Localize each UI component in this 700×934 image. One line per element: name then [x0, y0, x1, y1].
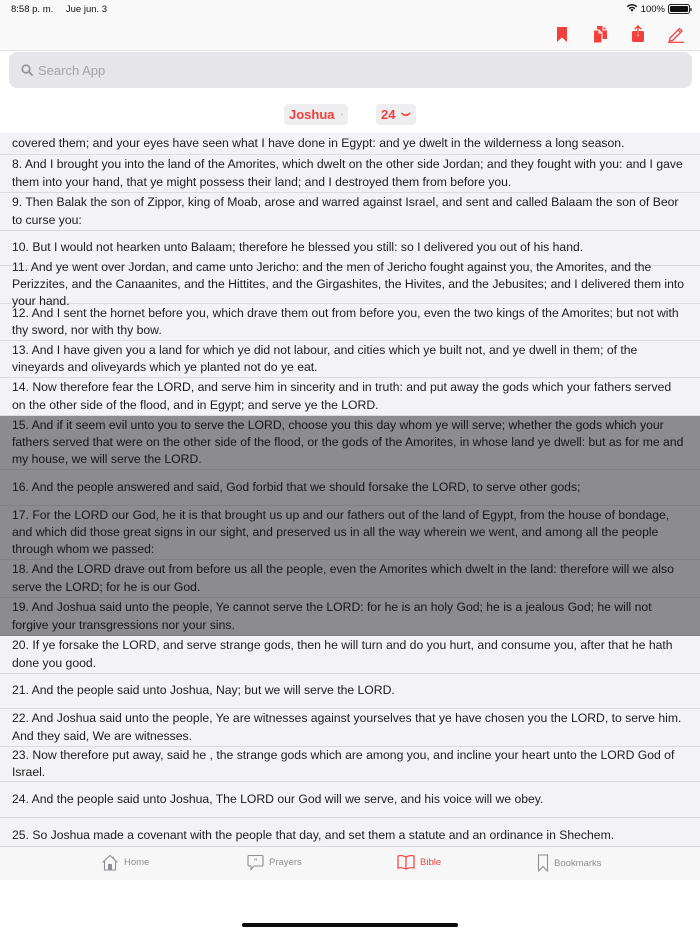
tab-bookmarks[interactable]: [537, 854, 602, 872]
status-time: 8:58 p. m.: [11, 4, 54, 15]
tab-bookmarks-label: Bookmarks: [554, 857, 602, 869]
verse-text: 20. If ye forsake the LORD, and serve strange gods, then he will turn and do you hurt, and consume you, after that he hath done you good.: [12, 638, 673, 670]
home-icon: [101, 854, 119, 871]
verse-row[interactable]: [0, 259, 700, 309]
verse-row-selected[interactable]: [0, 598, 700, 636]
status-right: [626, 3, 690, 15]
verse-text: 10. But I would not hearken unto Balaam; therefore he blessed you still: so I delivered you out of his hand.: [12, 240, 584, 255]
search-bar[interactable]: [9, 52, 692, 88]
verse-row[interactable]: [0, 709, 700, 747]
copy-button[interactable]: [590, 24, 610, 44]
verse-text: covered them; and your eyes have seen what I have done in Egypt: and ye dwelt in the wilderness a long season.: [12, 135, 625, 150]
search-area: [0, 51, 700, 95]
svg-text:”: ”: [253, 858, 258, 866]
verse-text: 19. And Joshua said unto the people, Ye cannot serve the LORD: for he is an holy God; he is a jealous God; he will not forgive your transgressions nor your sins.: [12, 600, 652, 632]
passage-selector: [0, 104, 700, 126]
verse-row[interactable]: [0, 155, 700, 193]
tab-bible-label: Bible: [420, 856, 442, 868]
verse-text: 25. So Joshua made a covenant with the people that day, and set them a statute and an ordinance in Shechem.: [12, 827, 615, 842]
chevron-down-icon: [401, 112, 411, 118]
chapter-picker[interactable]: [376, 104, 416, 125]
verse-row[interactable]: [0, 193, 700, 231]
tab-bar: [0, 846, 700, 880]
search-icon: [21, 64, 33, 76]
tab-home-label: Home: [124, 857, 150, 868]
verse-row[interactable]: [0, 378, 700, 416]
verse-text: 23. Now therefore put away, said he , the strange gods which are among you, and incline your heart unto the LORD God of Israel.: [12, 747, 675, 779]
verse-text: 11. And ye went over Jordan, and came unto Jericho: and the men of Jericho fought against you, the Amorites, and the Perizzites, and the Canaanites, and the Hittites, and the Girgashites, the Hivites, and the Jebusites; and I delivered them into your hand.: [12, 259, 685, 309]
bookmark-button[interactable]: [552, 24, 572, 44]
battery-percent: 100%: [640, 3, 665, 15]
verse-text: 12. And I sent the hornet before you, which drave them out from before you, even the two kings of the Amorites; but not with thy sword, nor with thy bow.: [12, 305, 679, 337]
tab-prayers[interactable]: [247, 854, 302, 871]
verse-text: 15. And if it seem evil unto you to serve the LORD, choose you this day whom ye will serve; whether the gods which your fathers served that were on the other side of the flood, or the gods of the Amorites, in whose land ye dwell: but as for me and my house, we will serve the LORD.: [12, 417, 684, 467]
verse-row[interactable]: [0, 341, 700, 378]
verse-text: 14. Now therefore fear the LORD, and serve him in sincerity and in truth: and put away the gods which your fathers served on the other side of the flood, and in Egypt; and serve ye the LORD.: [12, 380, 672, 412]
verse-row[interactable]: [0, 747, 700, 782]
search-input[interactable]: [38, 63, 638, 78]
status-left: [11, 4, 117, 15]
edit-icon: [667, 25, 685, 43]
verse-list[interactable]: [0, 133, 700, 846]
verse-row-selected[interactable]: [0, 506, 700, 560]
verse-text: 21. And the people said unto Joshua, Nay; but we will serve the LORD.: [12, 683, 395, 698]
verse-text: 17. For the LORD our God, he it is that brought us up and our fathers out of the land of Egypt, from the house of bondage, and which did those great signs in our sight, and preserved us in all the way wherein we went, and among all the people through whom we passed:: [12, 507, 670, 557]
verse-text: 9. Then Balak the son of Zippor, king of Moab, arose and warred against Israel, and sent and called Balaam the son of Beor to curse you:: [12, 195, 679, 227]
verse-text: 16. And the people answered and said, God forbid that we should forsake the LORD, to serve other gods;: [12, 479, 581, 494]
verse-row-selected[interactable]: [0, 416, 700, 470]
tab-prayers-label: Prayers: [269, 857, 302, 868]
verse-text: 18. And the LORD drave out from before us all the people, even the Amorites which dwelt in the land: therefore will we also serve the LORD; for he is our God.: [12, 562, 674, 594]
verse-text: 13. And I have given you a land for which ye did not labour, and cities which ye built not, and ye dwell in them; of the vineyards and oliveyards which ye planted not do ye eat.: [12, 342, 638, 374]
verse-row[interactable]: [0, 818, 700, 846]
bookmark-icon: [556, 26, 568, 43]
share-button[interactable]: [628, 24, 648, 44]
chapter-picker-label: 24: [381, 107, 396, 122]
copy-icon: [592, 25, 609, 44]
top-toolbar: [0, 18, 700, 51]
book-open-icon: [397, 854, 415, 870]
quote-bubble-icon: [247, 854, 264, 871]
bookmark-outline-icon: [537, 854, 549, 872]
tab-home[interactable]: [101, 854, 149, 871]
verse-text: 8. And I brought you into the land of the Amorites, which dwelt on the other side Jordan; and they fought with you: and I gave them into your hand, that ye might possess their land; and I destroyed them from before you.: [12, 157, 683, 189]
share-icon: [631, 25, 645, 43]
toolbar-actions: [552, 24, 686, 44]
verse-row[interactable]: [0, 636, 700, 674]
status-bar: [0, 0, 700, 18]
verse-row[interactable]: [0, 782, 700, 818]
verse-row[interactable]: [0, 674, 700, 709]
chevron-down-icon: [341, 112, 343, 118]
verse-text: 22. And Joshua said unto the people, Ye are witnesses against yourselves that ye have chosen you the LORD, to serve him. And they said, We are witnesses.: [12, 711, 682, 743]
verse-row-selected[interactable]: [0, 470, 700, 506]
battery-icon: [668, 4, 690, 14]
book-picker-label: Joshua: [289, 107, 335, 122]
tab-bible[interactable]: [397, 854, 441, 870]
wifi-icon: [626, 3, 638, 15]
verse-row[interactable]: [0, 133, 700, 155]
status-date: Jue jun. 3: [65, 4, 108, 15]
edit-button[interactable]: [666, 24, 686, 44]
book-picker[interactable]: [284, 104, 348, 125]
home-indicator[interactable]: [242, 923, 458, 927]
verse-row-selected[interactable]: [0, 560, 700, 598]
verse-row[interactable]: [0, 304, 700, 341]
verse-text: 24. And the people said unto Joshua, The LORD our God will we serve, and his voice will we obey.: [12, 791, 544, 806]
